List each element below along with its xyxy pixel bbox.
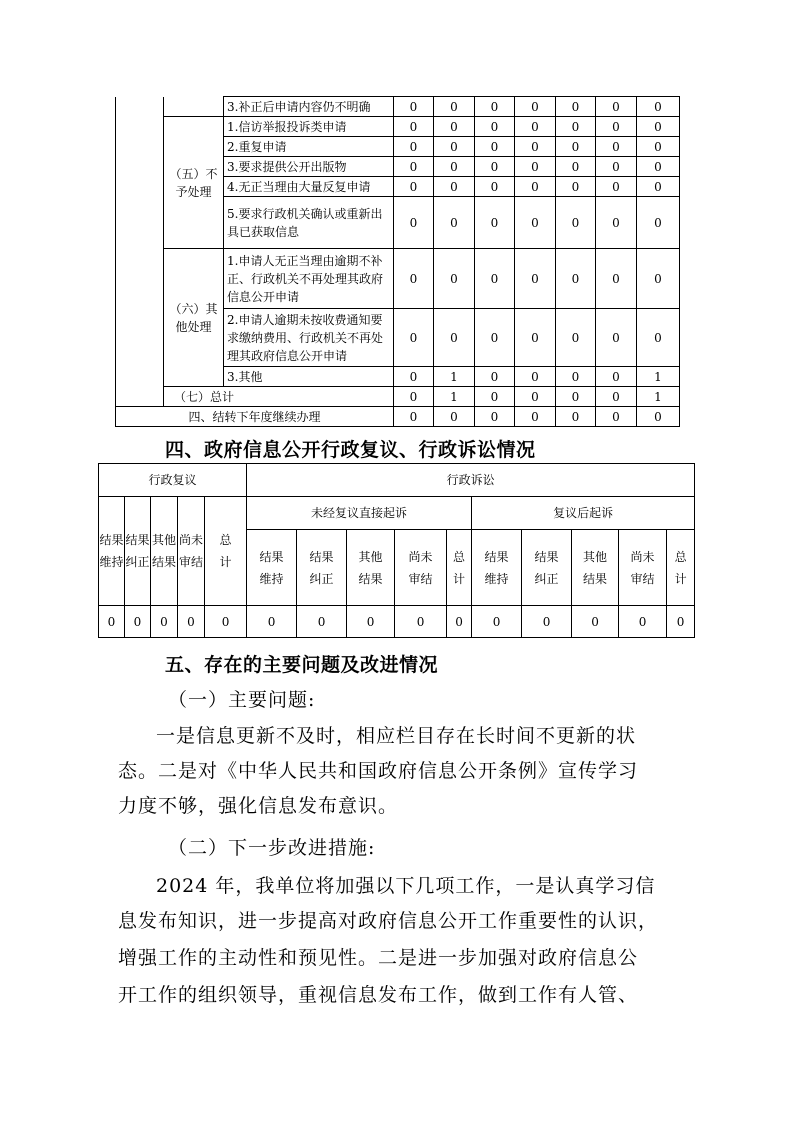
paragraph-line: 增强工作的主动性和预见性。二是进一步加强对政府信息公 (118, 947, 639, 969)
category-not-processed: （五）不予处理 (164, 117, 224, 249)
total-label: （七）总计 (164, 387, 394, 407)
col-header: 总计 (205, 497, 247, 606)
row-label: 3.其他 (224, 367, 394, 387)
table-row: （六）其他处理 1.申请人无正当理由逾期不补正、行政机关不再处理其政府信息公开申请 0 0 0 0 0 0 0 (116, 249, 680, 309)
table-row: 2.申请人逾期未按收费通知要求缴纳费用、行政机关不再处理其政府信息公开申请 0 0 0 0 0 0 0 (116, 309, 680, 367)
row-label: 5.要求行政机关确认或重新出具已获取信息 (224, 197, 394, 249)
col-header: 结果维持 (247, 530, 297, 606)
row-label: 1.信访举报投诉类申请 (224, 117, 394, 137)
col-header: 其他结果 (151, 497, 178, 606)
row-label: 3.要求提供公开出版物 (224, 157, 394, 177)
col-header: 尚未审结 (395, 530, 447, 606)
carry-over-row: 四、结转下年度继续办理 0 0 0 0 0 0 0 (116, 407, 680, 427)
row-label: 2.重复申请 (224, 137, 394, 157)
category-other-processing: （六）其他处理 (164, 249, 224, 387)
paragraph-line: 态。二是对《中华人民共和国政府信息公开条例》宣传学习 (118, 760, 639, 782)
col-header: 其他结果 (347, 530, 395, 606)
table-row: 3.补正后申请内容仍不明确 0 0 0 0 0 0 0 (116, 97, 680, 117)
row-label: 3.补正后申请内容仍不明确 (224, 97, 394, 117)
processing-results-table (115, 96, 680, 427)
col-header: 结果纠正 (297, 530, 347, 606)
row-label: 1.申请人无正当理由逾期不补正、行政机关不再处理其政府信息公开申请 (224, 249, 394, 309)
paragraph-line: 力度不够，强化信息发布意识。 (118, 795, 399, 817)
col-header: 尚未审结 (619, 530, 667, 606)
col-header: 结果维持 (99, 497, 125, 606)
col-header: 尚未审结 (178, 497, 205, 606)
table-row: 0 0 0 0 0 0 0 0 0 0 0 0 0 0 0 (99, 606, 695, 638)
subheading-improvement: （二）下一步改进措施: (168, 837, 376, 859)
paragraph-line: 开工作的组织领导，重视信息发布工作，做到工作有人管、 (118, 984, 639, 1006)
table-row: 4.无正当理由大量反复申请 0 0 0 0 0 0 0 (116, 177, 680, 197)
col-header: 总计 (667, 530, 695, 606)
table-row: 3.其他 0 1 0 0 0 0 1 (116, 367, 680, 387)
col-header: 其他结果 (572, 530, 619, 606)
direct-suit-header: 未经复议直接起诉 (247, 497, 472, 530)
paragraph-line: 2024 年，我单位将加强以下几项工作，一是认真学习信 (156, 875, 656, 897)
paragraph-line: 一是信息更新不及时，相应栏目存在长时间不更新的状 (156, 725, 637, 747)
table-row: 2.重复申请 0 0 0 0 0 0 0 (116, 137, 680, 157)
paragraph-line: 息发布知识，进一步提高对政府信息公开工作重要性的认识， (118, 910, 659, 932)
paragraph-improvement (118, 870, 678, 903)
subheading-main-problems: （一）主要问题: (168, 689, 316, 711)
table-row: （五）不予处理 1.信访举报投诉类申请 0 0 0 0 0 0 0 (116, 117, 680, 137)
litigation-header: 行政诉讼 (247, 464, 695, 497)
col-header: 结果维持 (472, 530, 522, 606)
col-header: 总计 (447, 530, 472, 606)
review-litigation-table (98, 463, 695, 638)
col-header: 结果纠正 (125, 497, 151, 606)
table-row: 5.要求行政机关确认或重新出具已获取信息 0 0 0 0 0 0 0 (116, 197, 680, 249)
total-row: （七）总计 0 1 0 0 0 0 1 (116, 387, 680, 407)
section-4-heading: 四、政府信息公开行政复议、行政诉讼情况 (165, 439, 536, 461)
col-header: 结果纠正 (522, 530, 572, 606)
carry-over-label: 四、结转下年度继续办理 (116, 407, 394, 427)
table-row: 3.要求提供公开出版物 0 0 0 0 0 0 0 (116, 157, 680, 177)
paragraph-problems (118, 720, 678, 753)
row-label: 4.无正当理由大量反复申请 (224, 177, 394, 197)
row-label: 2.申请人逾期未按收费通知要求缴纳费用、行政机关不再处理其政府信息公开申请 (224, 309, 394, 367)
section-5-heading: 五、存在的主要问题及改进情况 (165, 654, 439, 676)
review-header: 行政复议 (99, 464, 247, 497)
after-review-header: 复议后起诉 (472, 497, 695, 530)
